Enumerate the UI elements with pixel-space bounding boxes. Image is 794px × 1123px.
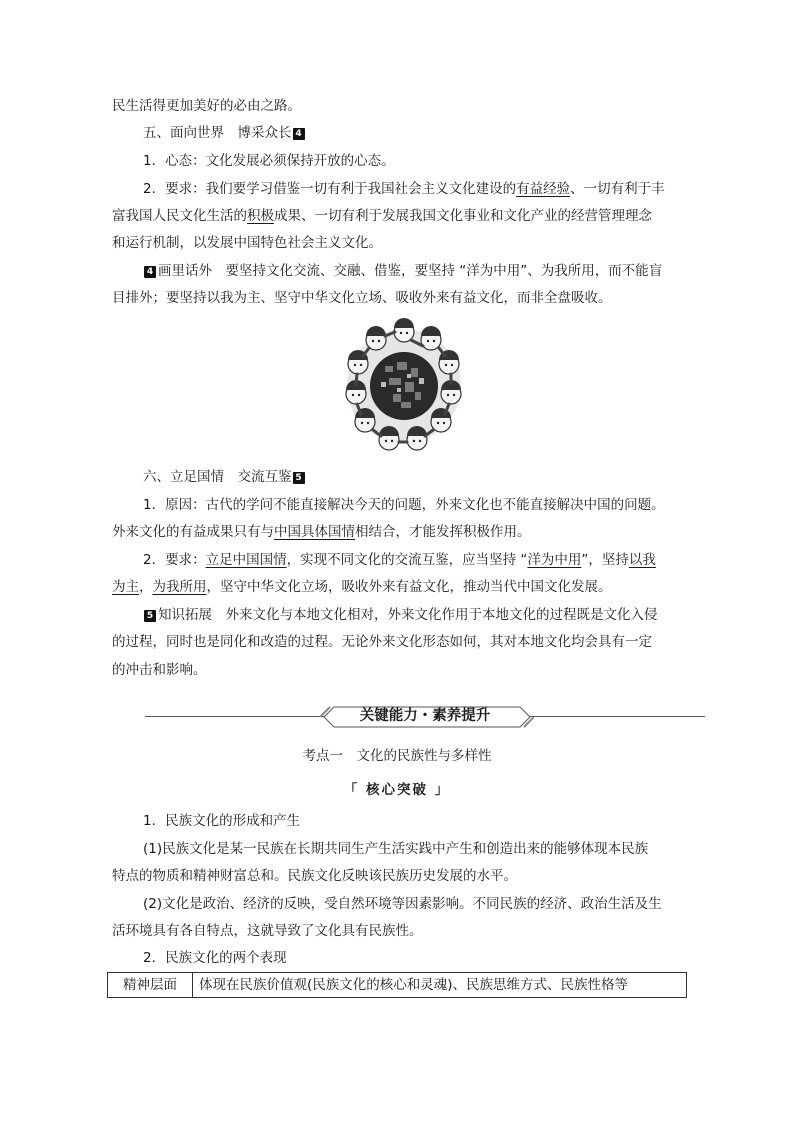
section-banner — [145, 704, 705, 730]
section-heading-5: 五、面向世界 博采众长 4 — [143, 123, 307, 143]
text-line: 外来文化的有益成果只有与中国具体国情相结合，才能发挥积极作用。 — [112, 524, 531, 540]
note-line: 5 知识拓展 外来文化与本地文化相对，外来文化作用于本地文化的过程既是文化入侵 — [143, 605, 658, 625]
table-cell-head: 精神层面 — [108, 973, 193, 998]
text-line: 2．要求：我们要学习借鉴一切有利于我国社会主义文化建设的有益经验、一切有利于丰 — [143, 181, 665, 197]
expression-table — [107, 972, 687, 998]
note-line: 4 画里话外 要坚持文化交流、交融、借鉴，要坚持 “洋为中用”、为我所用，而不能盲 — [143, 261, 662, 281]
globe-children-illustration-icon — [345, 318, 463, 454]
text-line: 富我国人民文化生活的积极成果、一切有利于发展我国文化事业和文化产业的经营管理理念 — [112, 208, 652, 224]
text-line: 1．民族文化的形成和产生 — [143, 813, 301, 829]
text-line: 活环境具有各自特点，这就导致了文化具有民族性。 — [112, 923, 423, 939]
note-line: 目排外；要坚持以我为主、坚守中华文化立场、吸收外来有益文化，而非全盘吸收。 — [112, 290, 612, 306]
core-label: 「 核心突破 」 — [343, 782, 451, 798]
text-line: (1)民族文化是某一民族在长期共同生产生活实践中产生和创造出来的能够体现本民族 — [143, 841, 649, 857]
text-line: 为主，为我所用，坚守中华文化立场，吸收外来有益文化，推动当代中国文化发展。 — [112, 579, 612, 595]
text-line: 和运行机制，以发展中国特色社会主义文化。 — [112, 235, 382, 251]
section-title: 关键能力・素养提升 — [359, 708, 491, 724]
text-line: 民生活得更加美好的必由之路。 — [112, 98, 301, 114]
note-badge-icon: 4 — [144, 266, 156, 278]
section-heading-6: 六、立足国情 交流互鉴 5 — [143, 467, 307, 487]
text-line: 1．原因：古代的学问不能直接解决今天的问题，外来文化也不能直接解决中国的问题。 — [143, 497, 665, 513]
note-badge-icon: 5 — [144, 610, 156, 622]
text-line: (2)文化是政治、经济的反映，受自然环境等因素影响。不同民族的经济、政治生活及生 — [143, 896, 662, 912]
table-row — [108, 973, 687, 998]
note-badge-icon: 4 — [293, 128, 305, 140]
note-line: 的冲击和影响。 — [112, 662, 207, 678]
note-line: 的过程，同时也是同化和改造的过程。无论外来文化形态如何，其对本地文化均会具有一定 — [112, 634, 652, 650]
text-line: 2．要求：立足中国国情，实现不同文化的交流互鉴，应当坚持 “洋为中用”，坚持以我 — [143, 552, 656, 568]
text-line: 1．心态：文化发展必须保持开放的心态。 — [143, 153, 395, 169]
text-line: 2．民族文化的两个表现 — [143, 950, 287, 966]
table-cell: 体现在民族价值观(民族文化的核心和灵魂)、民族思维方式、民族性格等 — [193, 973, 687, 998]
text-line: 特点的物质和精神财富总和。民族文化反映该民族历史发展的水平。 — [112, 868, 517, 884]
note-badge-icon: 5 — [293, 472, 305, 484]
topic-heading: 考点一 文化的民族性与多样性 — [302, 748, 492, 764]
